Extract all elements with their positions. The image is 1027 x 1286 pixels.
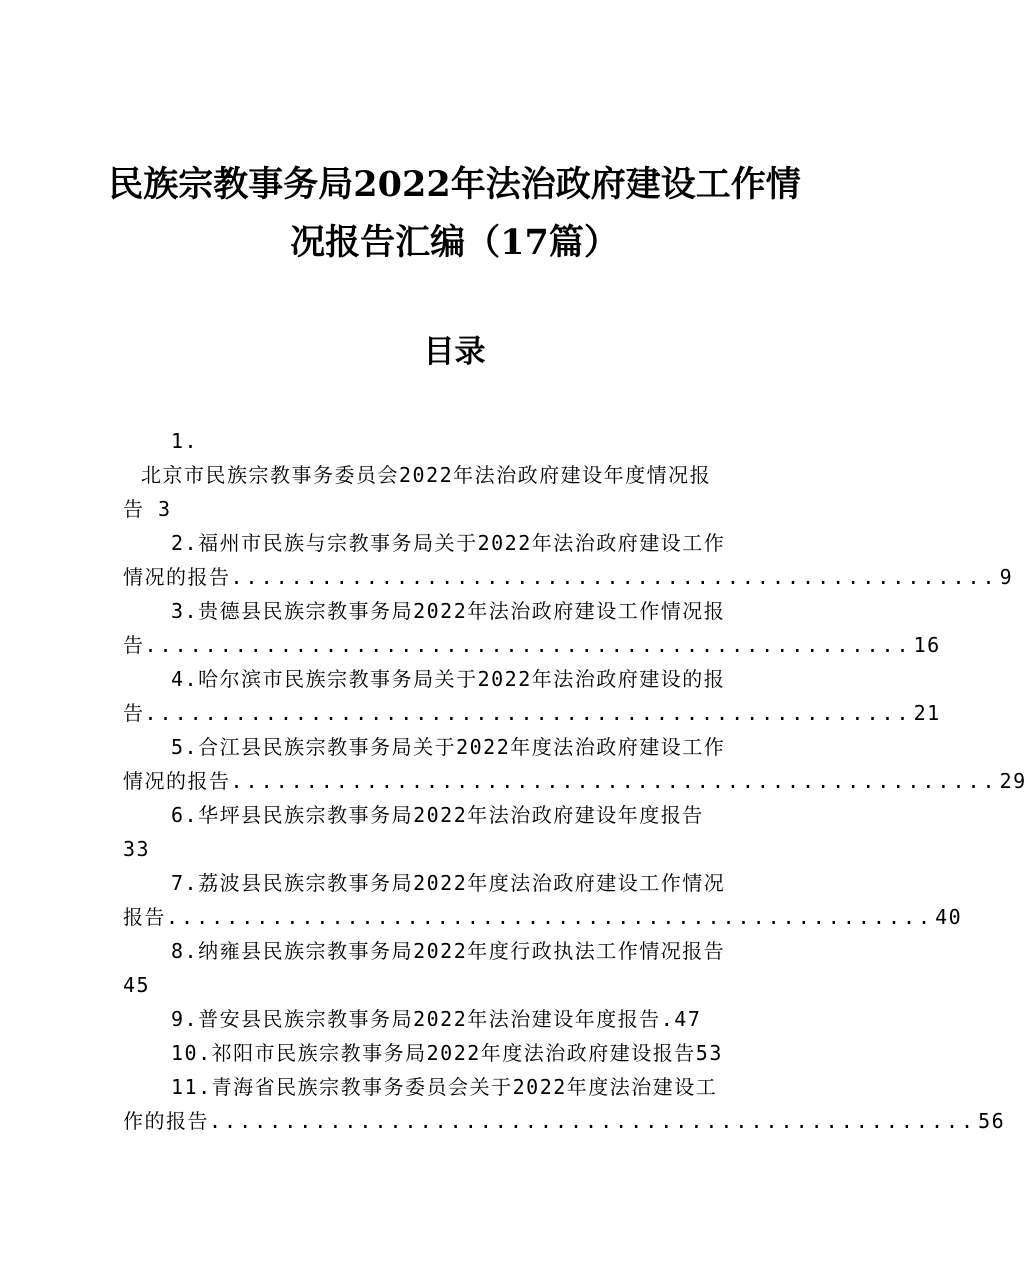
- toc-entry-title-end: 情况的报告 ................................................... 9: [123, 560, 797, 594]
- toc-entry-page: 56: [978, 1109, 1006, 1133]
- document-title-line-2: 况报告汇编（17篇）: [290, 222, 619, 263]
- toc-entry-title: 北京市民族宗教事务委员会2022年法治政府建设年度情况报: [141, 463, 712, 487]
- toc-entry-title-end: 作的报告 ................................................... 56: [123, 1104, 797, 1138]
- toc-entry-title-end: 告 ................................................... 21: [123, 696, 797, 730]
- toc-entry-page: 40: [935, 905, 963, 929]
- toc-entry-4[interactable]: [123, 662, 941, 730]
- toc-entry-8[interactable]: [123, 934, 797, 1002]
- toc-entry-title-end: 报告 ................................................... 40: [123, 900, 797, 934]
- toc-entry-page: 29: [999, 769, 1027, 793]
- toc-leader-dots: ...................................................: [209, 1109, 977, 1133]
- toc-entry-title: 2.福州市民族与宗教事务局关于2022年法治政府建设工作: [171, 531, 726, 555]
- toc-leader-dots: ...................................................: [144, 701, 912, 725]
- toc-entry-page: 33: [123, 837, 151, 861]
- toc-leader-dots: ...................................................: [166, 905, 934, 929]
- toc-entry-title: 3.贵德县民族宗教事务局2022年法治政府建设工作情况报: [171, 599, 726, 623]
- toc-entry-title: 8.纳雍县民族宗教事务局2022年度行政执法工作情况报告: [171, 939, 726, 963]
- toc-entry-title-end: 告 ................................................... 16: [123, 628, 797, 662]
- document-title-line-1: 民族宗教事务局2022年法治政府建设工作情: [108, 164, 801, 205]
- toc-entry-title: 9.普安县民族宗教事务局2022年法治建设年度报告.47: [171, 1007, 702, 1031]
- toc-entry-2[interactable]: [123, 526, 1014, 594]
- toc-entry-5[interactable]: [123, 730, 1027, 798]
- toc-entry-1[interactable]: [123, 424, 797, 526]
- toc-entry-7[interactable]: [123, 866, 963, 934]
- toc-entry-page: 3: [158, 497, 172, 521]
- toc-entry-9[interactable]: [123, 1002, 797, 1036]
- toc-heading: 目录: [423, 334, 486, 370]
- toc-entry-10[interactable]: [123, 1036, 797, 1070]
- toc-leader-dots: ...................................................: [144, 633, 912, 657]
- toc-entry-3[interactable]: [123, 594, 941, 662]
- toc-entry-title: 10.祁阳市民族宗教事务局2022年度法治政府建设报告53: [171, 1041, 723, 1065]
- toc-entry-page: 45: [123, 973, 151, 997]
- toc-entry-page: 47: [674, 1007, 702, 1031]
- toc-entry-title: 5.合江县民族宗教事务局关于2022年度法治政府建设工作: [171, 735, 726, 759]
- toc-entry-page: 53: [695, 1041, 723, 1065]
- toc-entry-title: 4.哈尔滨市民族宗教事务局关于2022年法治政府建设的报: [171, 667, 726, 691]
- toc-entry-page: 21: [913, 701, 941, 725]
- toc-entry-title-end: 告 3: [123, 497, 172, 521]
- toc-entry-page: 16: [913, 633, 941, 657]
- toc-entry-title: 11.青海省民族宗教事务委员会关于2022年度法治建设工: [171, 1075, 718, 1099]
- toc-leader-dots: ...................................................: [230, 565, 998, 589]
- toc-leader-dots: ...................................................: [230, 769, 998, 793]
- table-of-contents: [123, 424, 1027, 1138]
- toc-entry-11[interactable]: [123, 1070, 1006, 1138]
- toc-entry-title-end: 情况的报告 ................................................... 29: [123, 764, 797, 798]
- toc-entry-title: 7.荔波县民族宗教事务局2022年度法治政府建设工作情况: [171, 871, 726, 895]
- toc-entry-page: 9: [999, 565, 1014, 589]
- toc-entry-6[interactable]: [123, 798, 797, 866]
- toc-entry-title: 6.华坪县民族宗教事务局2022年法治政府建设年度报告: [171, 803, 704, 827]
- toc-entry-number: 1.: [171, 429, 199, 453]
